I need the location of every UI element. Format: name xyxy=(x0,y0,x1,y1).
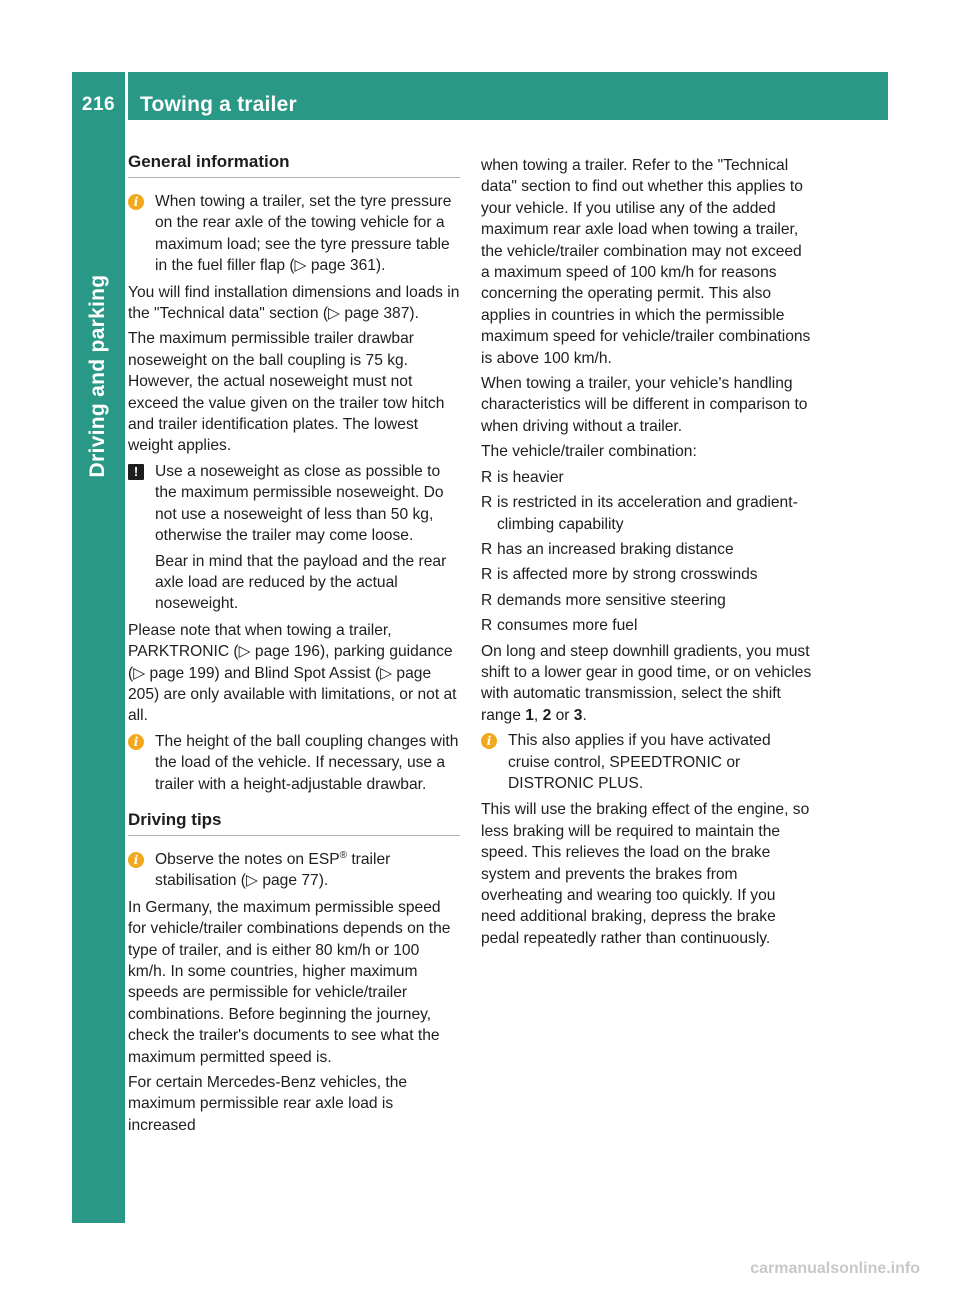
combination-list xyxy=(481,467,813,637)
paragraph: when towing a trailer. Refer to the "Technical data" section to find out whether this applies to your vehicle. If you utilise any of the added maximum rear axle load when towing a trailer, the vehicle/trailer combination may not exceed a maximum speed of 100 km/h for reasons concerning the operating permit. This also applies in countries in which the permissible maximum speed for vehicle/trailer combinations is above 100 km/h. xyxy=(481,157,811,367)
list-item-text: demands more sensitive steering xyxy=(497,591,726,609)
info-note xyxy=(128,849,460,892)
info-icon: i xyxy=(481,733,497,749)
page-header xyxy=(72,72,888,120)
info-note xyxy=(481,730,813,794)
right-column xyxy=(481,155,813,953)
info-note-text: The height of the ball coupling changes with the load of the vehicle. If necessary, use a trailer with a height-adjustable drawbar. xyxy=(155,732,459,793)
warning-note-text: Bear in mind that the payload and the rear axle load are reduced by the actual noseweight. xyxy=(155,552,447,613)
info-note xyxy=(128,731,460,795)
info-note xyxy=(128,191,460,277)
separator: , xyxy=(533,706,543,724)
bullet-marker: R xyxy=(481,468,493,486)
shift-range-1: 1 xyxy=(525,706,534,724)
registered-mark: ® xyxy=(339,849,348,861)
left-column xyxy=(128,150,460,1140)
list-item xyxy=(481,467,813,488)
bullet-marker: R xyxy=(481,566,493,584)
list-item xyxy=(481,615,813,636)
bullet-marker: R xyxy=(481,617,493,635)
chapter-label: Driving and parking xyxy=(86,274,109,478)
section-heading-general: General information xyxy=(128,150,460,178)
info-note-text: trailer stabilisation (▷ page 77). xyxy=(155,850,391,890)
list-item xyxy=(481,539,813,560)
list-item xyxy=(481,564,813,585)
paragraph: The vehicle/trailer combination: xyxy=(481,443,697,461)
paragraph: When towing a trailer, your vehicle's handling characteristics will be different in comparison to when driving without a trailer. xyxy=(481,375,808,435)
bullet-marker: R xyxy=(481,540,493,558)
paragraph: This will use the braking effect of the engine, so less braking will be required to maintain the speed. This relieves the load on the brake system and prevents the brakes from overheating and wearing too quickly. If you need additional braking, depress the brake pedal repeatedly rather than continuously. xyxy=(481,801,810,947)
warning-icon: ! xyxy=(128,464,144,480)
page-number: 216 xyxy=(81,94,116,115)
info-note-text: Observe the notes on ESP xyxy=(155,850,340,868)
info-icon: i xyxy=(128,852,144,868)
shift-range-2: 2 xyxy=(542,706,552,724)
list-item-text: is heavier xyxy=(497,468,564,486)
list-item xyxy=(481,590,813,611)
paragraph: The maximum permissible trailer drawbar noseweight on the ball coupling is 75 kg. However, the actual noseweight must not exceed the value given on the trailer tow hitch and trailer identification plates. The lowest weight applies. xyxy=(128,330,445,455)
warning-note xyxy=(128,461,460,615)
bullet-marker: R xyxy=(481,494,493,512)
warning-note-text: Use a noseweight as close as possible to the maximum permissible noseweight. Do not use a noseweight of less than 50 kg, otherwise the trailer may come loose. xyxy=(155,462,444,545)
paragraph: In Germany, the maximum permissible speed for vehicle/trailer combinations depends on the type of trailer, and is either 80 km/h or 100 km/h. In some countries, higher maximum speeds are permissible for vehicle/trailer combinations. Before beginning the journey, check the trailer's documents to see what the maximum permitted speed is. xyxy=(128,898,451,1066)
list-item xyxy=(481,492,813,535)
bullet-marker: R xyxy=(481,591,493,609)
shift-range-3: 3 xyxy=(573,706,583,724)
separator: or xyxy=(551,706,574,724)
info-icon: i xyxy=(128,734,144,750)
paragraph: You will find installation dimensions and loads in the "Technical data" section (▷ page 387). xyxy=(128,283,460,323)
info-note-text: When towing a trailer, set the tyre pressure on the rear axle of the towing vehicle for a maximum load; see the tyre pressure table in the fuel filler flap (▷ page 361). xyxy=(155,193,452,275)
page-title: Towing a trailer xyxy=(140,93,297,116)
separator: . xyxy=(582,706,587,724)
info-icon: i xyxy=(128,194,144,210)
info-note-text: This also applies if you have activated cruise control, SPEEDTRONIC or DISTRONIC PLUS. xyxy=(508,732,771,792)
paragraph xyxy=(481,641,813,727)
list-item-text: has an increased braking distance xyxy=(497,540,734,558)
paragraph-text: On long and steep downhill gradients, you must shift to a lower gear in good time, or on vehicles with automatic transmission, select the shift range xyxy=(481,642,812,724)
watermark: carmanualsonline.info xyxy=(750,1260,920,1277)
chapter-side-tab xyxy=(72,120,125,1223)
paragraph: For certain Mercedes-Benz vehicles, the maximum permissible rear axle load is increased xyxy=(128,1074,408,1134)
list-item-text: is affected more by strong crosswinds xyxy=(497,566,758,584)
list-item-text: is restricted in its acceleration and gradient-climbing capability xyxy=(497,494,798,533)
section-heading-driving-tips: Driving tips xyxy=(128,808,460,836)
list-item-text: consumes more fuel xyxy=(497,617,638,635)
header-divider xyxy=(125,72,128,120)
paragraph: Please note that when towing a trailer, PARKTRONIC (▷ page 196), parking guidance (▷ page 199) and Blind Spot Assist (▷ page 205) are only available with limitations, or not at all. xyxy=(128,621,457,725)
